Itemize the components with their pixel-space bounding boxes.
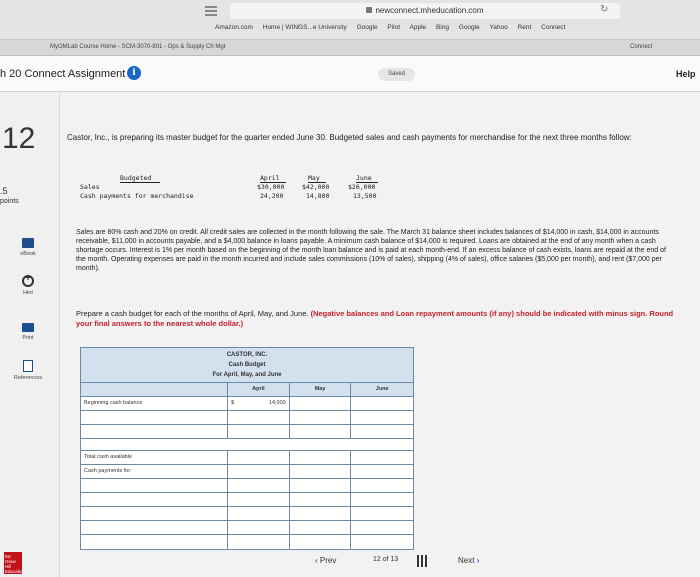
worksheet-header [81,348,413,383]
cash-payments-label: Cash payments for: [81,465,228,478]
instruction-warning: (Negative balances and Loan repayment amounts (if any) should be indicated with minus sign. Round your final answers to the nearest whole dollar.) [76,309,674,328]
may-input[interactable] [290,535,352,549]
april-input[interactable] [228,535,290,549]
row-label-input[interactable] [81,425,228,438]
url-text: newconnect.mheducation.com [375,6,484,15]
budget-cell: $42,000 [302,183,330,191]
print-label: Print [22,335,34,341]
budget-month-may: May [308,174,326,183]
may-input[interactable] [290,521,352,534]
budget-month-april: April [260,174,286,183]
bookmark-item[interactable]: Pilot [387,24,401,31]
june-input[interactable] [351,521,413,534]
budget-cell: 14,800 [306,192,330,200]
ebook-button[interactable] [0,238,56,257]
section-spacer [81,439,413,451]
budget-row-label: Cash payments for merchandise [80,192,194,200]
row-label-input[interactable] [81,479,228,492]
june-input[interactable] [351,493,413,506]
reload-icon[interactable]: ↻ [600,4,609,15]
question-sidebar [0,92,60,577]
hint-button[interactable] [0,275,56,296]
total-available-label: Total cash available [81,451,228,464]
bookmark-item[interactable]: Google [458,24,480,31]
june-input[interactable] [351,479,413,492]
prev-label: Prev [319,556,337,565]
lifebuoy-icon [22,275,34,287]
budget-cell: $26,000 [348,183,376,191]
column-june: June [375,386,389,392]
printer-icon [22,323,34,332]
current-page: 12 [373,556,381,563]
tab-connect[interactable]: Connect [630,44,653,50]
column-may: May [290,383,352,396]
assignment-title: h 20 Connect Assignment [0,68,126,80]
page-indicator [373,556,398,563]
may-input[interactable] [290,411,352,424]
points-value [0,187,19,206]
june-input[interactable] [351,507,413,520]
total-pages: of 13 [382,556,399,563]
budget-row-label: Sales [80,183,100,191]
row-label-input[interactable] [81,521,228,534]
address-bar[interactable] [230,3,620,19]
june-input[interactable] [351,425,413,438]
june-input[interactable] [351,411,413,424]
currency-symbol: $ [231,400,235,406]
bookmark-item[interactable]: Bing [435,24,449,31]
tab-course-home[interactable]: MyOMLab Course Home - SCM-3070-801 - Ops & Supply Ch Mgt [50,44,226,50]
table-row [81,507,413,521]
row-label-input[interactable] [81,535,228,549]
table-row [81,521,413,535]
june-beginning-cash-input[interactable] [351,397,413,410]
column-header-row [81,383,413,397]
instructions [76,309,676,328]
book-icon [22,238,34,248]
sidebar-toggle-icon[interactable] [205,6,217,16]
references-label: References [13,375,43,381]
points-label: points [0,198,19,205]
april-total-available[interactable] [228,451,290,464]
instruction-main: Prepare a cash budget for each of the months of April, May, and June. [76,309,309,318]
next-label: Next [458,556,475,565]
document-icon [23,360,33,372]
company-name: CASTOR, INC. [226,352,268,358]
next-button[interactable] [458,556,479,565]
april-input[interactable] [228,425,290,438]
april-input[interactable] [228,411,290,424]
lock-icon [366,7,372,13]
june-input[interactable] [351,535,413,549]
april-beginning-cash [228,397,290,410]
june-total-available[interactable] [351,451,413,464]
budget-month-june: June [356,174,378,183]
table-row [81,535,413,549]
table-row [81,397,413,411]
beginning-cash-label: Beginning cash balance [81,397,228,410]
ebook-label: eBook [20,251,36,257]
budget-cell: 24,200 [260,192,284,200]
may-input[interactable] [290,425,352,438]
table-row [81,425,413,439]
prev-button[interactable] [315,556,336,565]
app-header [0,56,700,92]
bookmark-item[interactable]: Apple [409,24,427,31]
table-row [81,479,413,493]
empty-header-cell [81,383,228,396]
april-input[interactable] [228,493,290,506]
help-link[interactable]: Help [676,69,696,79]
empty-cell [228,465,290,478]
bookmarks-bar [215,24,573,31]
cash-budget-worksheet [80,347,414,550]
info-icon[interactable]: i [127,66,141,80]
bookmark-item[interactable]: Rent [517,24,532,31]
beginning-cash-value: 14,000 [268,400,286,406]
table-row [81,411,413,425]
tab-strip [0,40,700,56]
mcgraw-hill-logo: Mc Graw Hill Education [5,554,26,574]
may-input[interactable] [290,493,352,506]
references-button[interactable] [0,360,56,381]
print-button[interactable] [0,323,56,341]
points-number: .5 [0,186,8,196]
saved-status-badge: Saved [378,68,415,81]
empty-cell [351,465,413,478]
row-label-input[interactable] [81,493,228,506]
row-label-input[interactable] [81,411,228,424]
chevron-right-icon: › [476,556,480,565]
may-input[interactable] [290,507,352,520]
bookmark-item[interactable]: Google [356,24,378,31]
empty-cell [290,465,352,478]
bookmark-item[interactable]: Connect [541,24,566,31]
row-label-input[interactable] [81,507,228,520]
table-row [81,493,413,507]
browser-chrome [0,0,700,40]
budget-cell: 13,500 [353,192,377,200]
bookmark-item[interactable]: Amazon.com [215,24,253,31]
may-total-available[interactable] [290,451,352,464]
column-april: April [228,383,290,396]
problem-details: Sales are 80% cash and 20% on credit. All credit sales are collected in the month following the sale. The March 31 balance sheet includes balances of $14,000 in cash, $14,000 in accounts receivable, $11,000 in accounts payable, and a $4,000 balance in loans payable. A minimum cash balance of $14,000 is required. Loans are obtained at the end of any month when a cash shortage occurs. Interest is 1% per month based on the beginning of the month loan balance and is paid at each month-end. If an excess balance of cash exists, loans are repaid at the end of the month. Operating expenses are paid in the month incurred and include sales commissions (10% of sales), shipping (4% of sales), office salaries ($5,000 per month), and rent ($7,000 per month). [76,229,666,272]
worksheet-period: For April, May, and June [212,372,282,378]
april-input[interactable] [228,479,290,492]
question-number: 12 [2,122,36,155]
grid-icon[interactable] [417,555,429,567]
table-row [81,465,413,479]
may-beginning-cash-input[interactable] [290,397,352,410]
worksheet-title: Cash Budget [228,362,266,368]
bookmark-item[interactable]: Home | WINGS...e University [262,24,347,31]
bookmark-item[interactable]: Yahoo [489,24,508,31]
budget-cell: $30,000 [257,183,285,191]
april-input[interactable] [228,521,290,534]
hint-label: Hint [23,290,33,296]
question-intro: Castor, Inc., is preparing its master budget for the quarter ended June 30. Budgeted sales and cash payments for merchandise for the next three months follow: [67,133,632,142]
budget-header: Budgeted [120,174,160,183]
may-input[interactable] [290,479,352,492]
april-input[interactable] [228,507,290,520]
table-row [81,451,413,465]
chevron-left-icon: ‹ [315,556,318,565]
